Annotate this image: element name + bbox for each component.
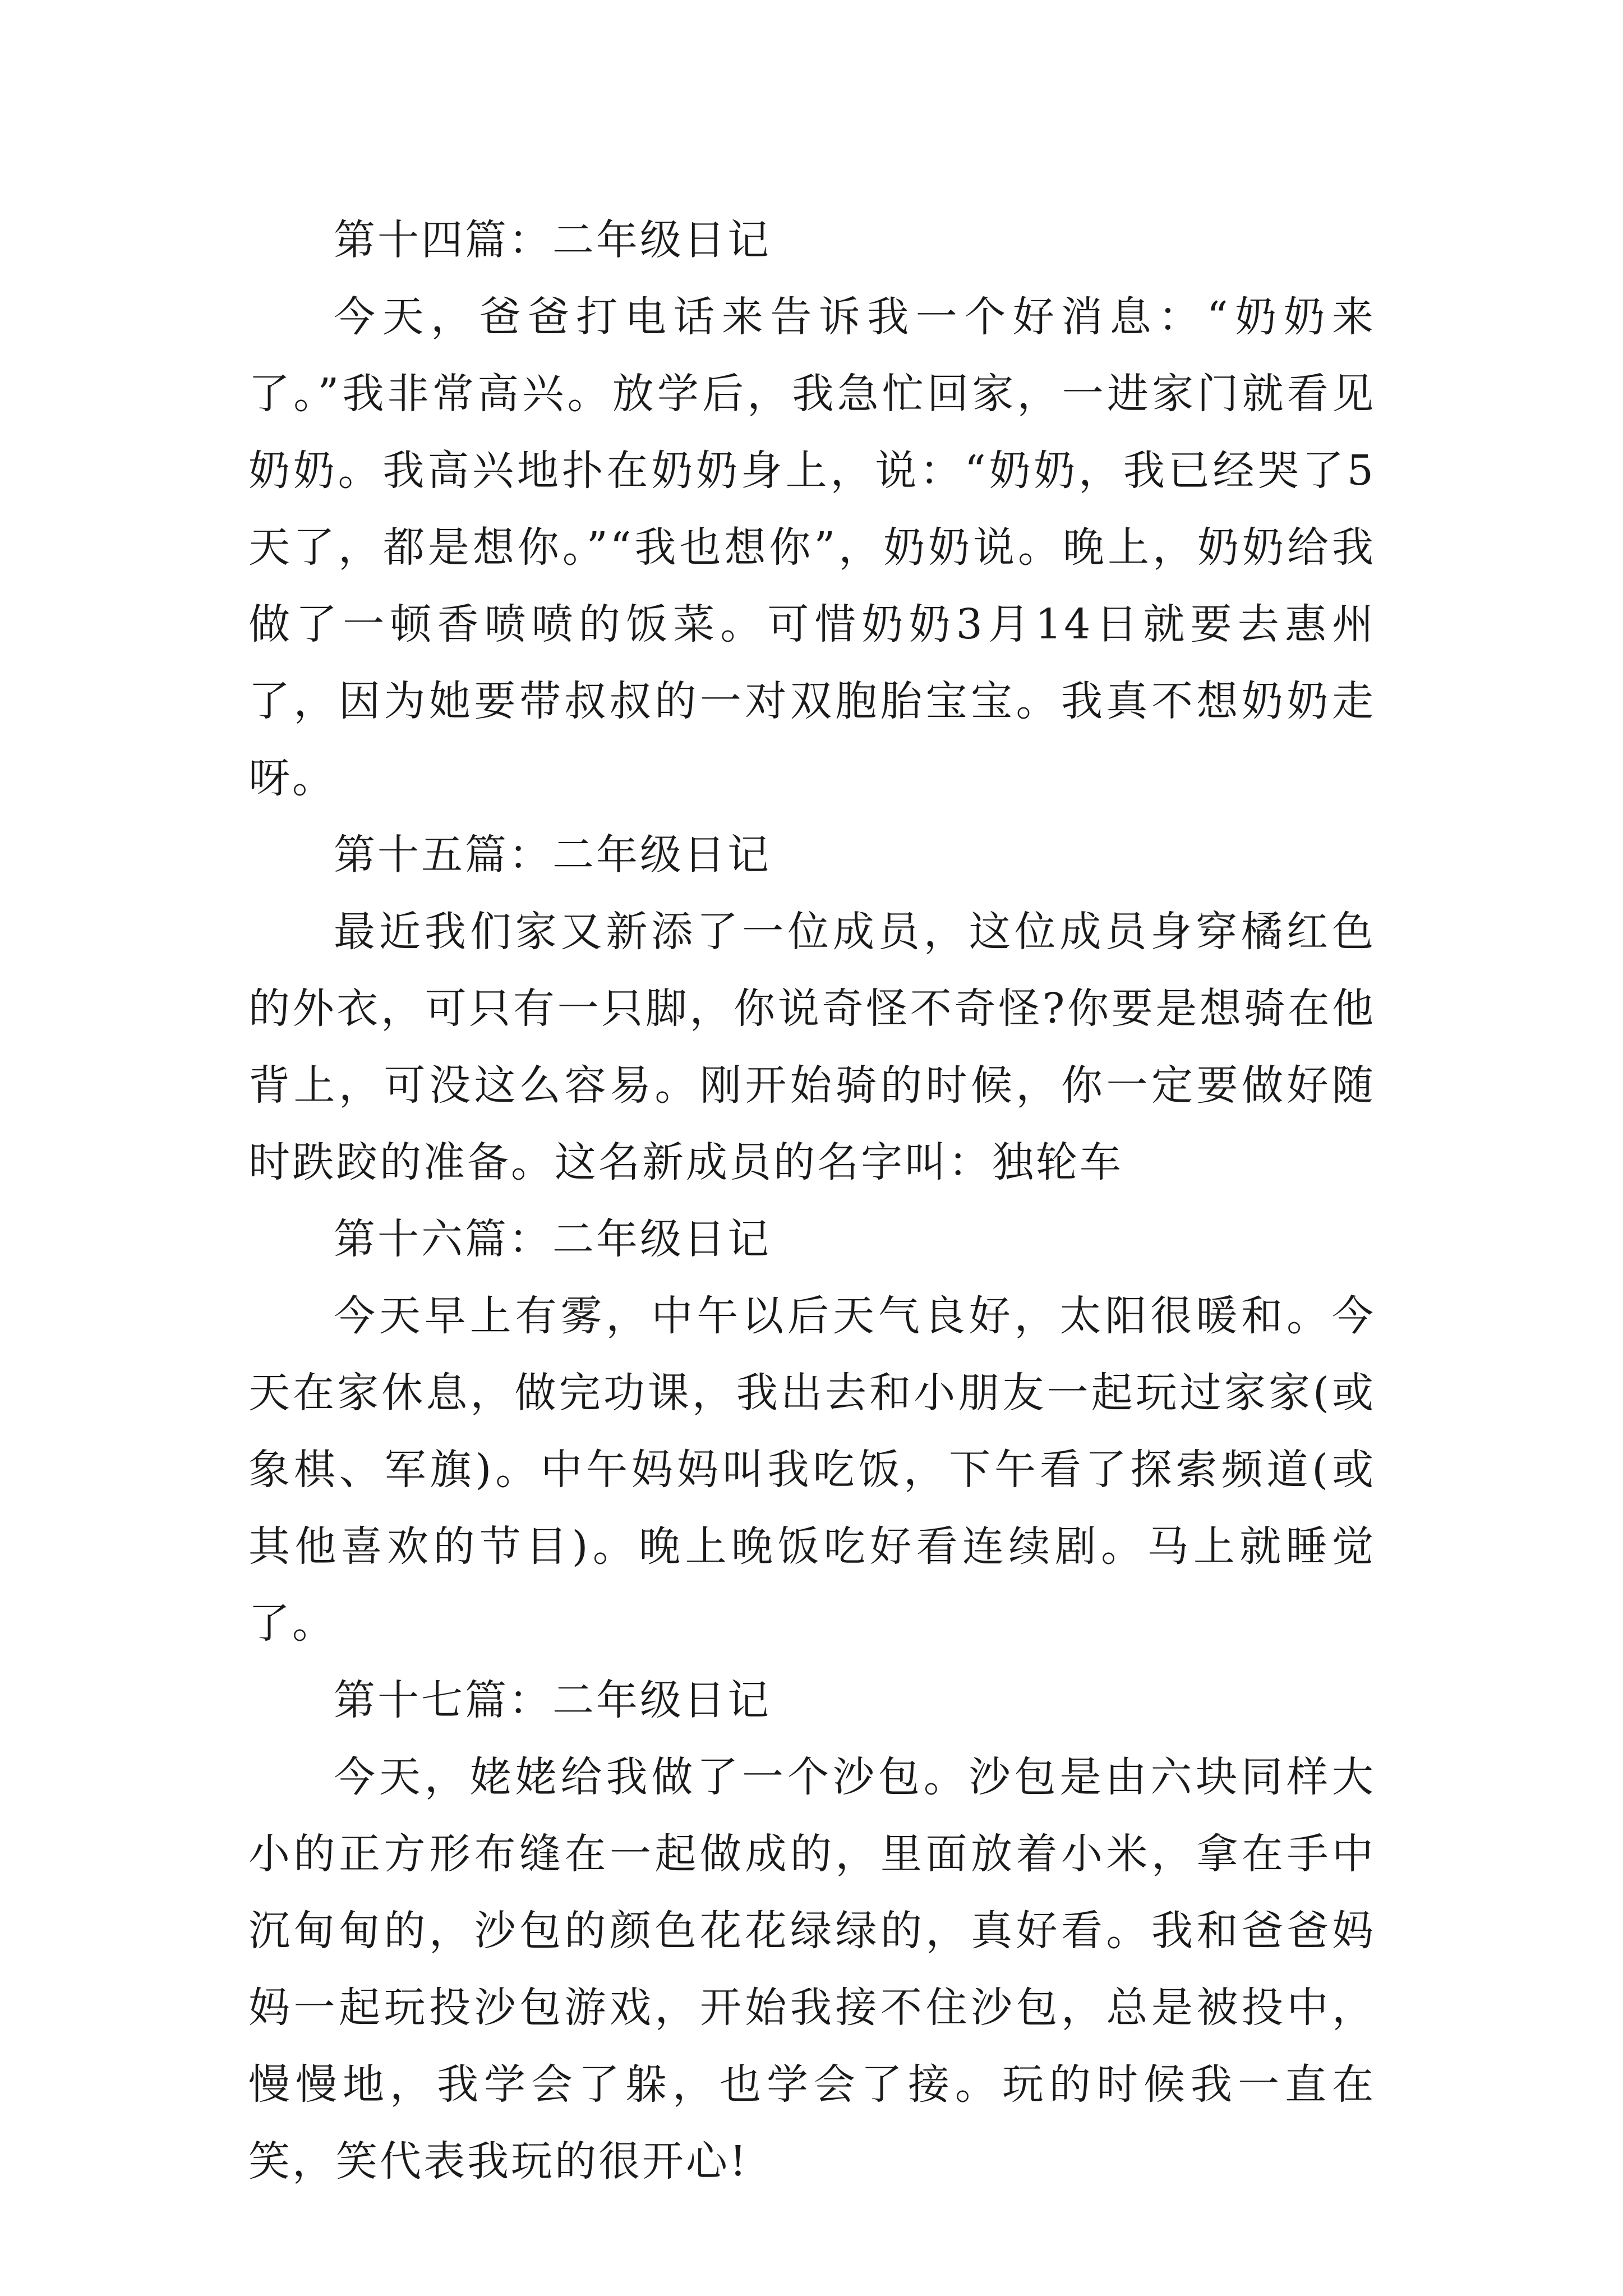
document-body: [248, 202, 1376, 2200]
entry-title: 第十六篇：二年级日记: [334, 1215, 771, 1263]
diary-entry-17: [248, 1662, 1376, 2200]
entry-title: 第十七篇：二年级日记: [334, 1676, 771, 1724]
entry-text: 最近我们家又新添了一位成员，这位成员身穿橘红色的外衣，可只有一只脚，你说奇怪不奇怪?你要是想骑在他背上，可没这么容易。刚开始骑的时候，你一定要做好随时跌跤的准备。这名新成员的名字叫：独轮车: [248, 908, 1376, 1186]
entry-text: 今天，姥姥给我做了一个沙包。沙包是由六块同样大小的正方形布缝在一起做成的，里面放着小米，拿在手中沉甸甸的，沙包的颜色花花绿绿的，真好看。我和爸爸妈妈一起玩投沙包游戏，开始我接不住沙包，总是被投中，慢慢地，我学会了躲，也学会了接。玩的时候我一直在笑，笑代表我玩的很开心!: [248, 1753, 1376, 2185]
entry-text: 今天，爸爸打电话来告诉我一个好消息：“奶奶来了。”我非常高兴。放学后，我急忙回家，一进家门就看见奶奶。我高兴地扑在奶奶身上，说：“奶奶，我已经哭了5天了，都是想你。”“我也想你”，奶奶说。晚上，奶奶给我做了一顿香喷喷的饭菜。可惜奶奶3月14日就要去惠州了，因为她要带叔叔的一对双胞胎宝宝。我真不想奶奶走呀。: [248, 293, 1376, 802]
diary-entry-14: [248, 202, 1376, 817]
entry-title: 第十四篇：二年级日记: [334, 216, 771, 264]
entry-title: 第十五篇：二年级日记: [334, 831, 771, 879]
entry-text: 今天早上有雾，中午以后天气良好，太阳很暖和。今天在家休息，做完功课，我出去和小朋友一起玩过家家(或象棋、军旗)。中午妈妈叫我吃饭，下午看了探索频道(或其他喜欢的节目)。晚上晚饭吃好看连续剧。马上就睡觉了。: [248, 1292, 1376, 1648]
diary-entry-16: [248, 1201, 1376, 1662]
diary-entry-15: [248, 817, 1376, 1201]
